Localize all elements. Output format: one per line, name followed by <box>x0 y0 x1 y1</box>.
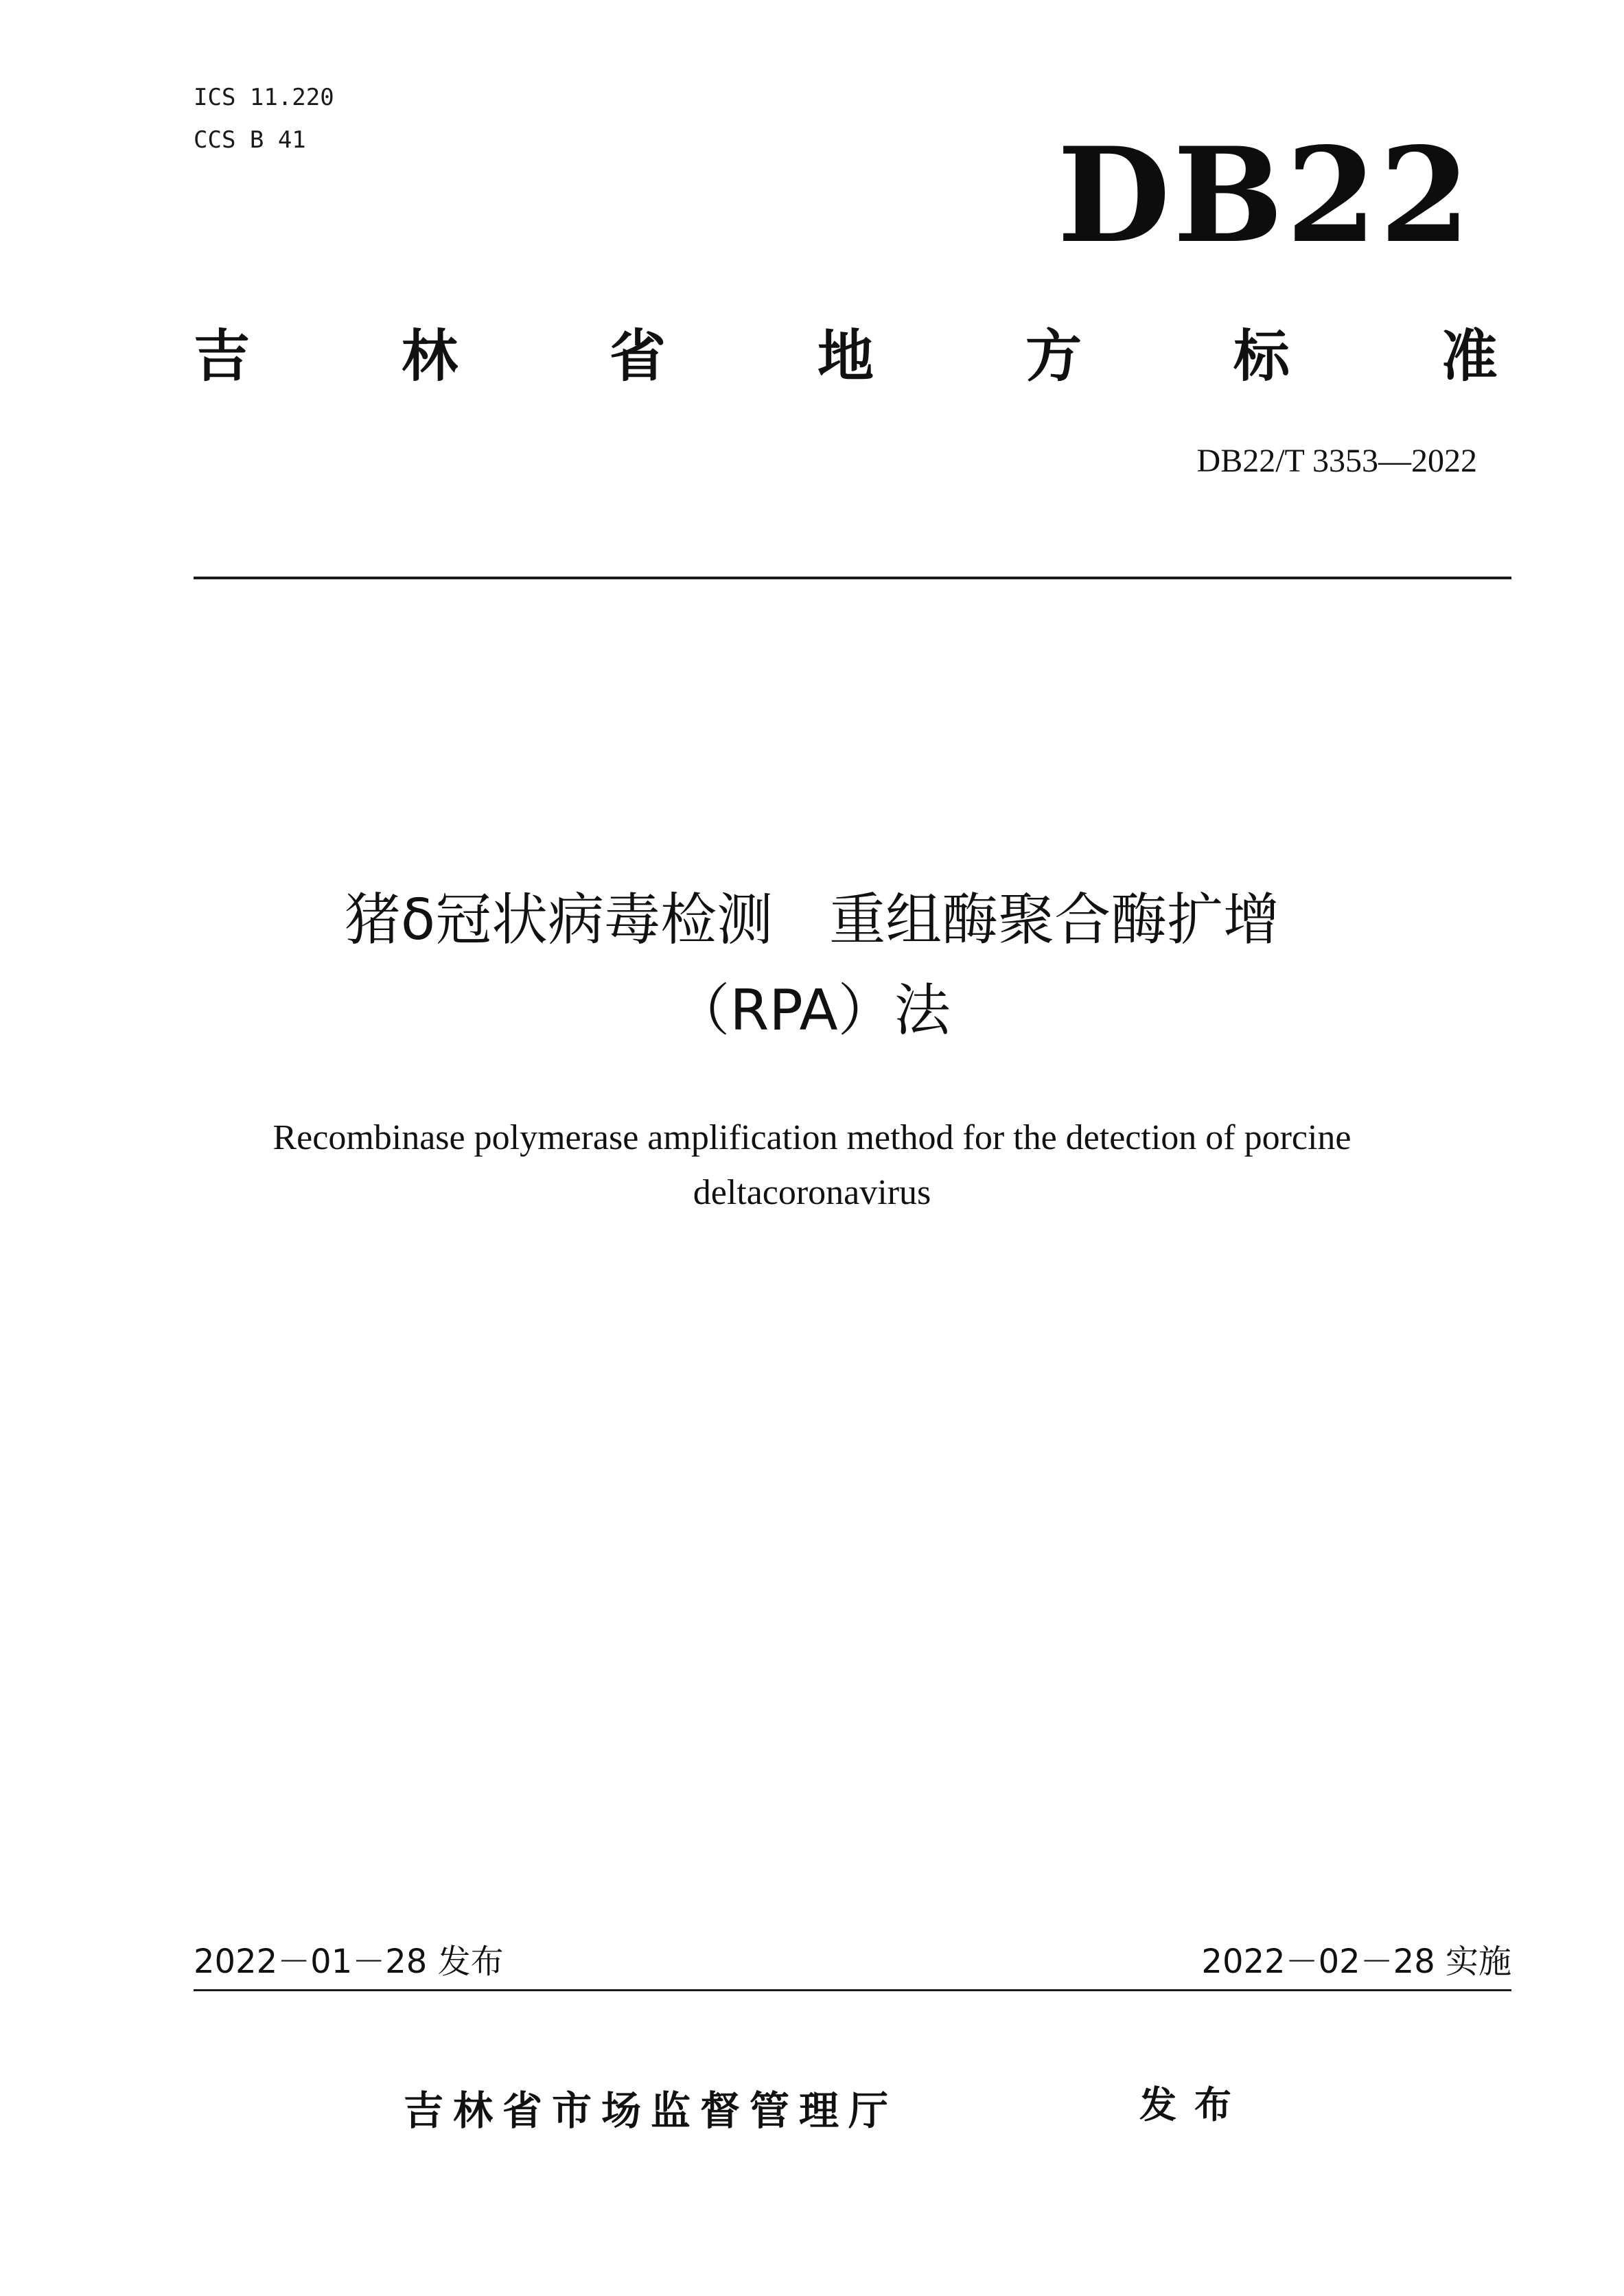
header-divider <box>194 577 1511 579</box>
implementation-date: 2022－02－28 实施 <box>1201 1943 1511 1981</box>
issue-date: 2022－01－28 发布 <box>194 1943 504 1981</box>
publish-label: 发布 <box>1139 2083 1249 2126</box>
footer-divider <box>194 1989 1511 1991</box>
standard-type-char: 方 <box>1025 324 1082 389</box>
standard-type-char: 地 <box>817 324 874 389</box>
standard-type-char: 林 <box>401 324 458 389</box>
standard-type-char: 省 <box>609 324 666 389</box>
ics-code: ICS 11.220 <box>194 84 334 111</box>
standard-logo: DB22 <box>1057 119 1473 272</box>
title-english-line-2: deltacoronavirus <box>693 1173 931 1212</box>
title-english-line-1: Recombinase polymerase amplification method for the detection of porcine <box>272 1118 1352 1157</box>
standard-type-heading <box>194 324 1498 390</box>
title-chinese-line-2: （RPA）法 <box>673 978 951 1043</box>
ccs-code: CCS B 41 <box>194 126 306 154</box>
standard-number: DB22/T 3353—2022 <box>1196 443 1477 479</box>
standard-type-char: 吉 <box>194 324 251 389</box>
title-chinese-line-1: 猪δ冠状病毒检测 重组酶聚合酶扩增 <box>344 888 1280 953</box>
standard-type-char: 标 <box>1233 324 1290 389</box>
standard-type-char: 准 <box>1441 324 1498 389</box>
publisher-name: 吉林省市场监督管理厅 <box>404 2087 898 2134</box>
